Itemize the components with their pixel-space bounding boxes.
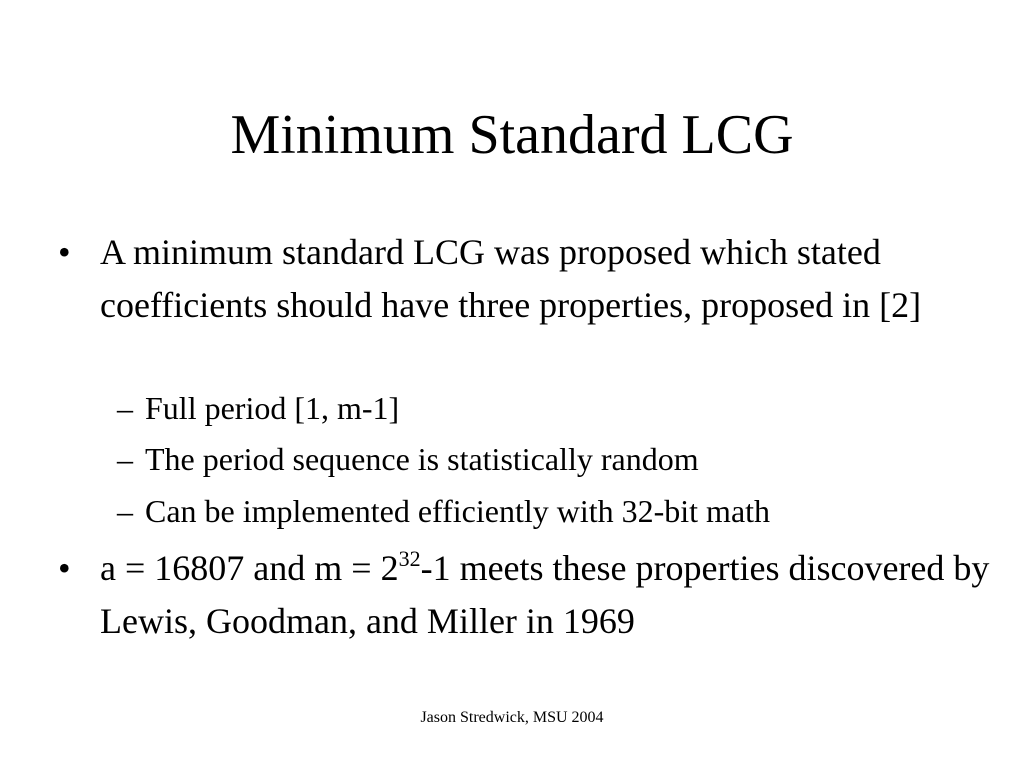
bullet-marker: • xyxy=(58,548,71,588)
dash-marker: – xyxy=(117,441,133,477)
bullet-text-part: -1 meets these properties discovered by Lewis, Goodman, and Miller in 1969 xyxy=(100,548,990,641)
sub-bullet-text: Full period [1, m-1] xyxy=(145,390,400,426)
exponent: 32 xyxy=(398,546,421,571)
bullet-text-part: a = 16807 and m = 2 xyxy=(100,548,399,588)
dash-marker: – xyxy=(117,390,133,426)
slide-footer: Jason Stredwick, MSU 2004 xyxy=(420,709,604,726)
bullet-text xyxy=(100,542,1000,648)
slide-title: Minimum Standard LCG xyxy=(230,104,794,166)
dash-marker: – xyxy=(117,493,133,529)
sub-bullet-text: The period sequence is statistically random xyxy=(145,441,699,477)
sub-bullet-text: Can be implemented efficiently with 32-bit math xyxy=(145,493,771,529)
bullet-text: A minimum standard LCG was proposed which stated coefficients should have three properties, proposed in [2] xyxy=(100,232,922,325)
bullet-marker: • xyxy=(58,232,71,272)
